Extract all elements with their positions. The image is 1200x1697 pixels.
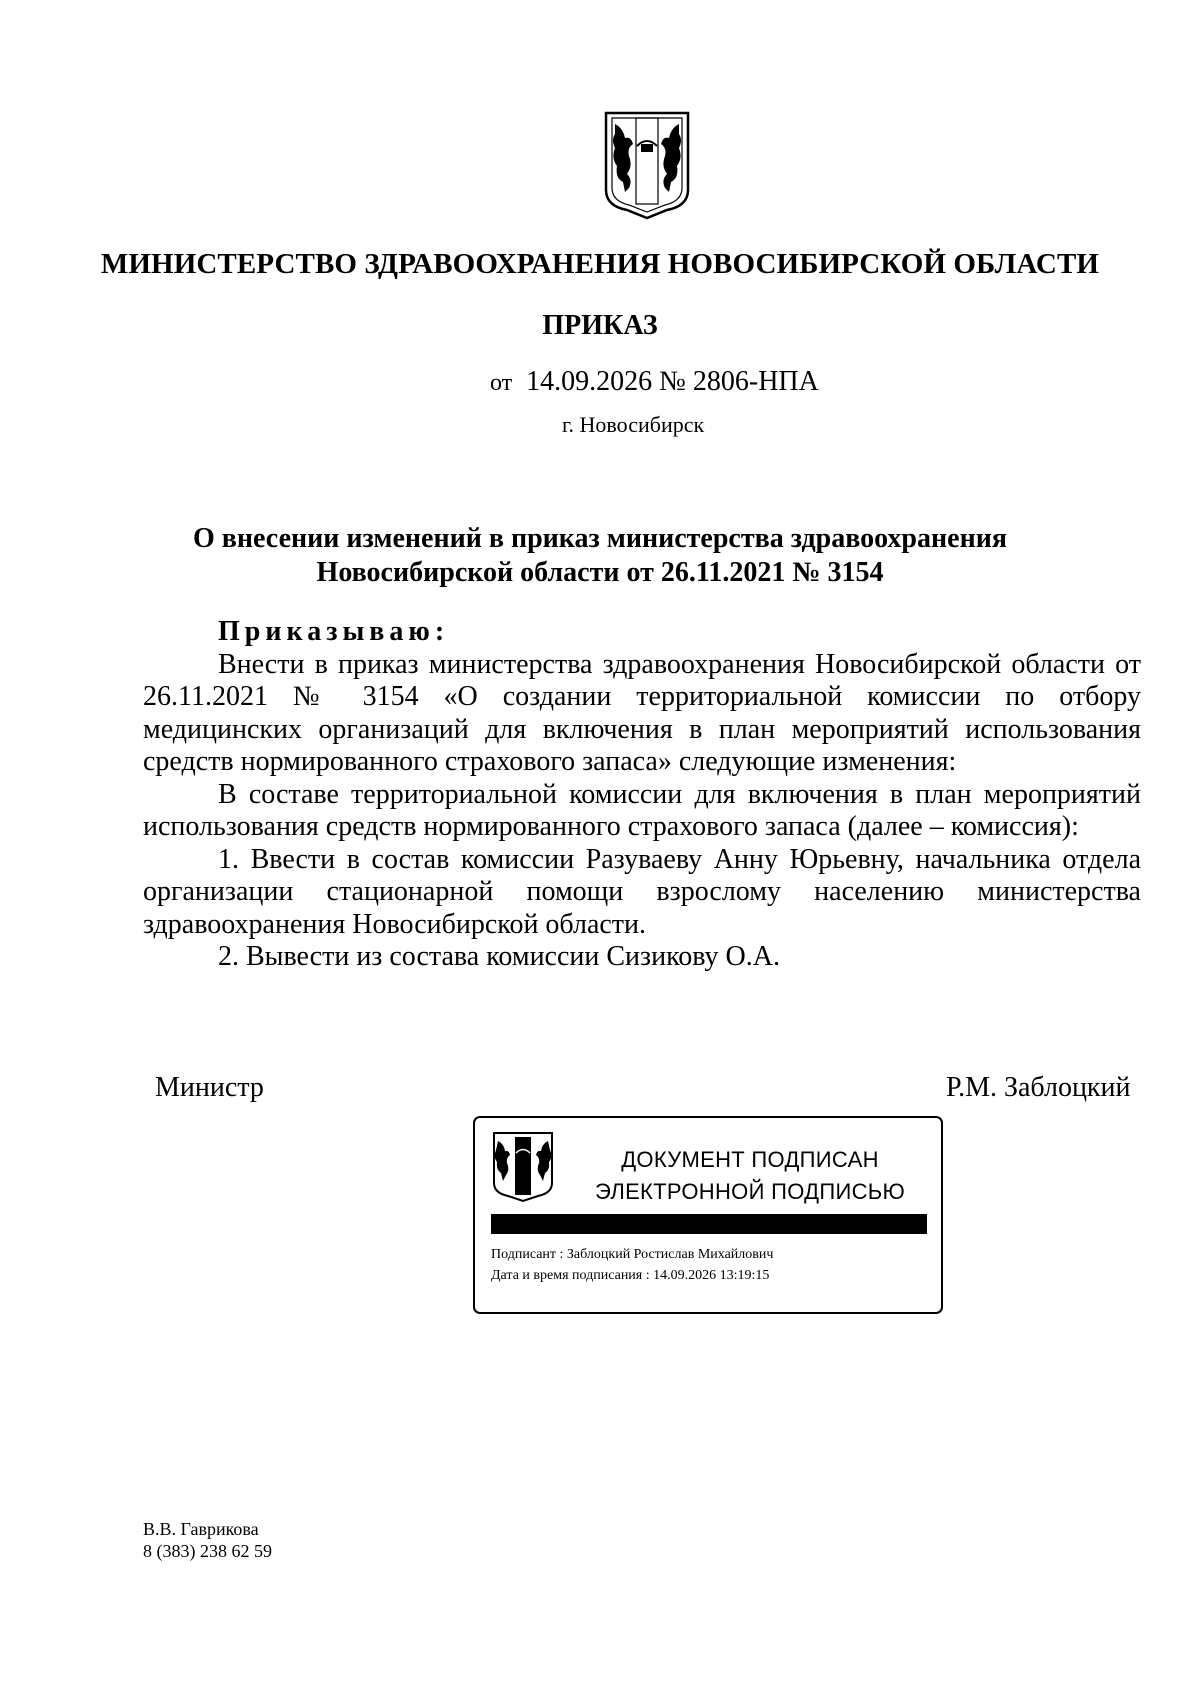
order-subject (150, 522, 1050, 590)
signatory-title: Министр (155, 1072, 264, 1103)
stamp-coat-of-arms-icon (492, 1131, 554, 1203)
order-word: Приказываю: (218, 616, 450, 647)
city: г. Новосибирск (562, 412, 705, 437)
signatory-name: Р.М. Заблоцкий (946, 1072, 1131, 1103)
paragraph-2: В составе территориальной комиссии для включения в план мероприятий использования средств нормированного страхового запаса (далее – комиссия): (143, 778, 1141, 842)
item-2: 2. Вывести из состава комиссии Сизикову О.А. (218, 941, 780, 972)
executor-info (143, 1518, 272, 1562)
stamp-title-line-1: ДОКУМЕНТ ПОДПИСАН (621, 1147, 879, 1172)
order-body (143, 616, 1141, 974)
stamp-title-line-2: ЭЛЕКТРОННОЙ ПОДПИСЬЮ (594, 1179, 906, 1204)
subject-line-1: О внесении изменений в приказ министерства здравоохранения (193, 523, 1007, 554)
executor-name: В.В. Гаврикова (143, 1519, 259, 1539)
stamp-signed-at: Дата и время подписания : 14.09.2026 13:19:15 (491, 1268, 770, 1283)
item-1: 1. Ввести в состав комиссии Разуваеву Анну Юрьевну, начальника отдела организации стационарной помощи взрослому населению министерства здравоохранения Новосибирской области. (143, 843, 1141, 940)
date-prefix: от (490, 370, 513, 396)
stamp-title (575, 1144, 925, 1208)
executor-phone: 8 (383) 238 62 59 (143, 1541, 272, 1561)
subject-line-2: Новосибирской области от 26.11.2021 № 3154 (316, 557, 884, 588)
electronic-signature-stamp (473, 1116, 943, 1314)
stamp-details (491, 1244, 773, 1286)
order-date-number (490, 366, 819, 398)
document-type: ПРИКАЗ (542, 310, 658, 341)
coat-of-arms-icon (603, 110, 691, 222)
ministry-name: МИНИСТЕРСТВО ЗДРАВООХРАНЕНИЯ НОВОСИБИРСКОЙ ОБЛАСТИ (100, 248, 1100, 280)
stamp-signer: Подписант : Заблоцкий Ростислав Михайлович (491, 1247, 774, 1262)
stamp-bar (491, 1214, 927, 1234)
paragraph-1: Внести в приказ министерства здравоохранения Новосибирской области от 26.11.2021 № 3154 «О создании территориальной комиссии по отбору медицинских организаций для включения в план мероприятий использования средств нормированного страхового запаса» следующие изменения: (143, 648, 1141, 777)
date-number: 14.09.2026 № 2806-НПА (526, 366, 819, 397)
